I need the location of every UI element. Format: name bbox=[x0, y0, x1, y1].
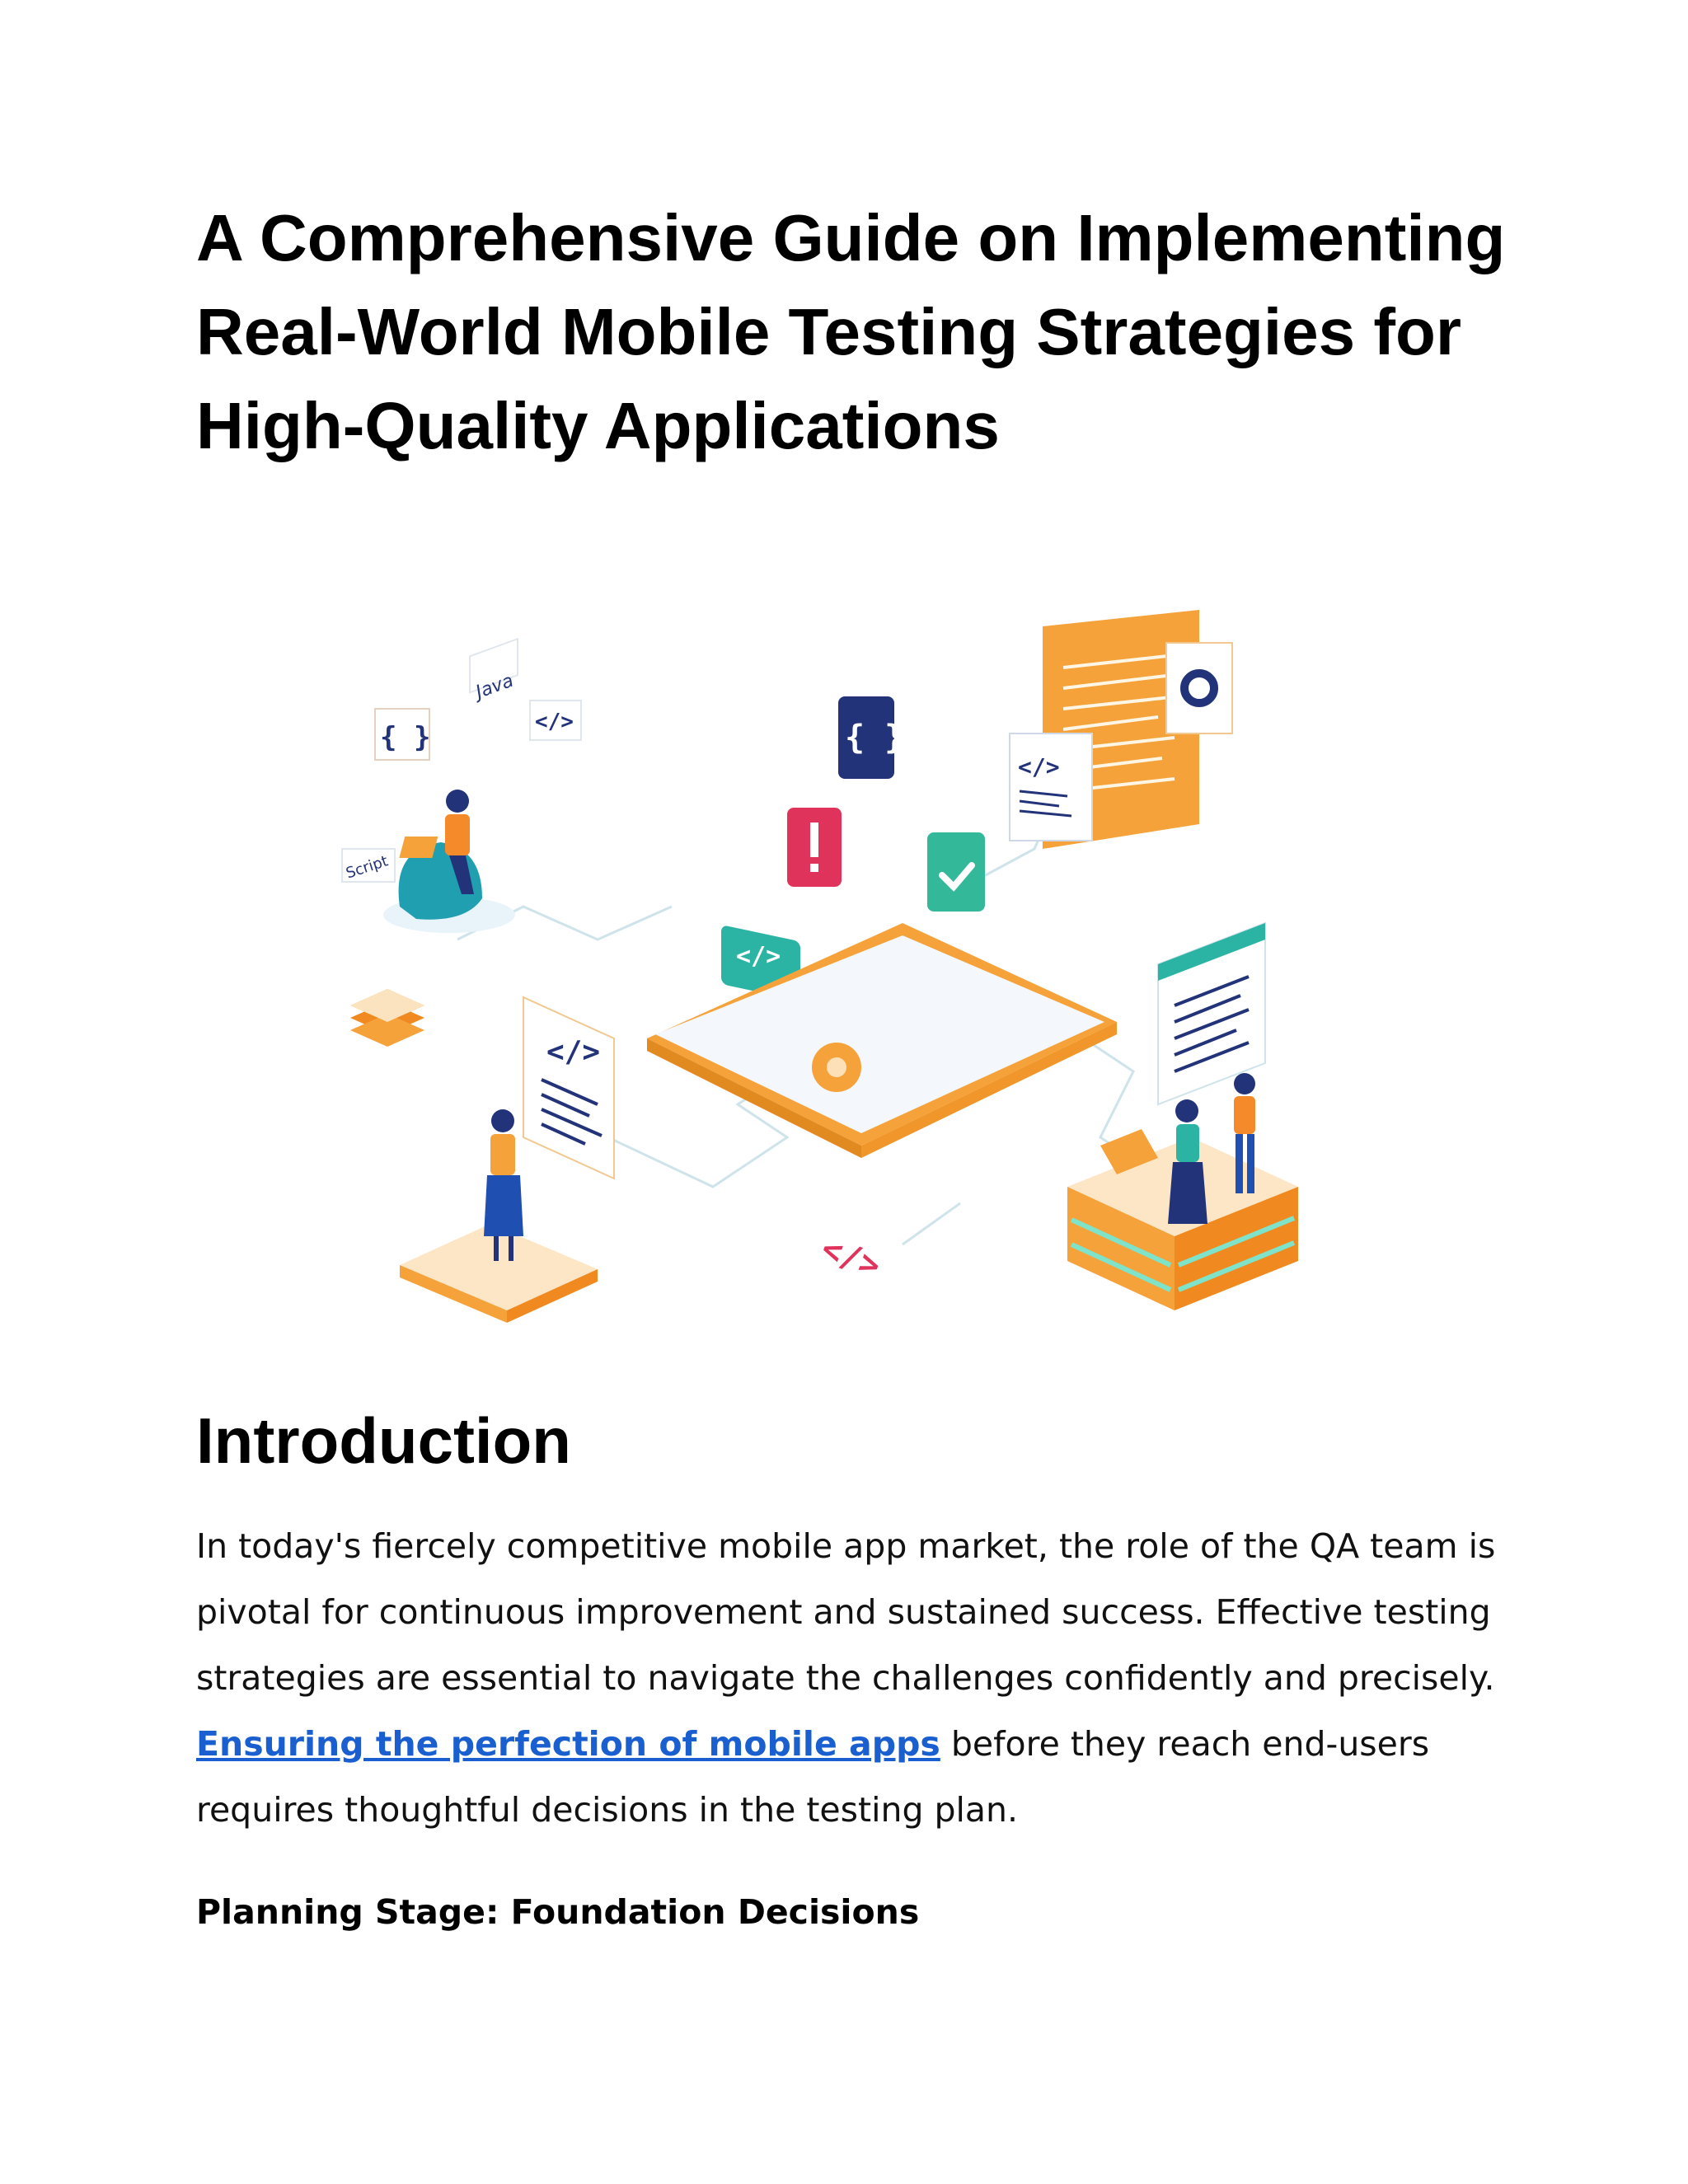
layer-stack-icon bbox=[350, 989, 424, 1047]
svg-text:</>: </> bbox=[535, 710, 574, 734]
script-label-icon bbox=[342, 849, 395, 882]
check-tile-icon bbox=[927, 832, 985, 912]
introduction-heading: Introduction bbox=[196, 1404, 571, 1477]
svg-text:{ }: { } bbox=[845, 719, 905, 757]
svg-text:</>: </> bbox=[736, 942, 781, 971]
mobile-testing-illustration bbox=[326, 610, 1389, 1352]
java-label-icon bbox=[470, 639, 518, 704]
alert-tile-icon bbox=[787, 808, 842, 887]
settings-card-icon bbox=[1166, 643, 1232, 733]
svg-text:</>: </> bbox=[816, 1229, 886, 1286]
svg-text:Script: Script bbox=[344, 852, 391, 883]
braces-tile-icon bbox=[838, 696, 904, 779]
intro-text-part-1: In today's fiercely competitive mobile app market, the role of the QA team is pivotal for continuous improvement and sustained success. Effective testing strategies are essential to navigate the challenges confidently and precisely. bbox=[196, 1526, 1496, 1698]
svg-text:{ }: { } bbox=[380, 721, 431, 754]
ensuring-perfection-link[interactable]: Ensuring the perfection of mobile apps bbox=[196, 1724, 940, 1764]
braces-label-icon bbox=[375, 709, 430, 760]
introduction-paragraph bbox=[196, 1513, 1507, 1843]
intro-text-part-2: before they reach end-users requires thoughtful decisions in the testing plan. bbox=[196, 1724, 1430, 1830]
team-desk-figure bbox=[1067, 1073, 1298, 1310]
developer-on-beanbag-figure bbox=[383, 790, 515, 933]
svg-text:</>: </> bbox=[546, 1035, 601, 1069]
code-document-panel bbox=[523, 997, 614, 1179]
svg-text:Java: Java bbox=[473, 670, 517, 703]
planning-stage-heading: Planning Stage: Foundation Decisions bbox=[196, 1892, 920, 1932]
document-title: A Comprehensive Guide on Implementing Real-World Mobile Testing Strategies for High-Quality Applications bbox=[196, 201, 1506, 462]
svg-text:</>: </> bbox=[1018, 753, 1060, 780]
mobile-device-icon bbox=[647, 923, 1117, 1158]
floating-code-tag-icon bbox=[817, 1230, 886, 1286]
code-card-icon bbox=[1010, 733, 1092, 841]
tag-label-icon bbox=[530, 701, 581, 740]
